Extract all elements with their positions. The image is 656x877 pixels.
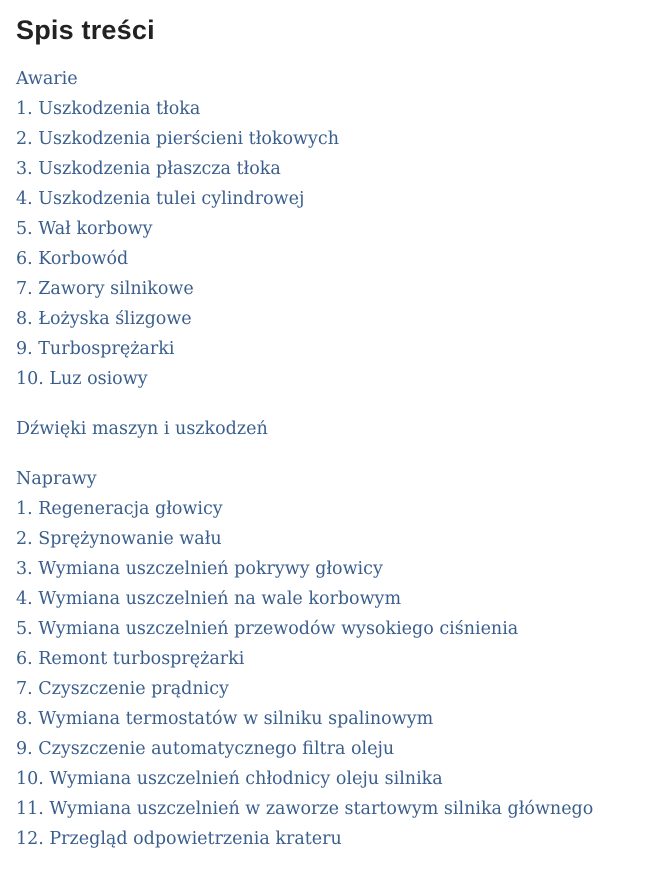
toc-link-zawory-silnikowe[interactable]: 7. Zawory silnikowe bbox=[16, 279, 194, 299]
toc-link-uszczelnienia-zaworu[interactable]: 11. Wymiana uszczelnień w zaworze startowym silnika głównego bbox=[16, 799, 594, 819]
toc-section-awarie bbox=[16, 64, 646, 394]
toc-link-przeglad-odpowietrzenia[interactable]: 12. Przegląd odpowietrzenia krateru bbox=[16, 829, 342, 849]
toc-link-lozyska-slizgowe[interactable]: 8. Łożyska ślizgowe bbox=[16, 309, 192, 329]
toc-section-dzwieki bbox=[16, 414, 646, 444]
toc-link-turbosprezarki[interactable]: 9. Turbosprężarki bbox=[16, 339, 175, 359]
toc-title: Spis treści bbox=[16, 15, 155, 45]
toc-link-uszkodzenia-tloka[interactable]: 1. Uszkodzenia tłoka bbox=[16, 99, 201, 119]
toc-link-uszczelnienia-pokrywy[interactable]: 3. Wymiana uszczelnień pokrywy głowicy bbox=[16, 559, 383, 579]
toc-link-uszczelnienia-przewodow[interactable]: 5. Wymiana uszczelnień przewodów wysokiego ciśnienia bbox=[16, 619, 519, 639]
toc-link-awarie[interactable]: Awarie bbox=[16, 69, 78, 89]
toc-link-naprawy[interactable]: Naprawy bbox=[16, 469, 97, 489]
toc-link-korbowod[interactable]: 6. Korbowód bbox=[16, 249, 129, 269]
toc-link-wymiana-termostatow[interactable]: 8. Wymiana termostatów w silniku spalinowym bbox=[16, 709, 434, 729]
toc-link-luz-osiowy[interactable]: 10. Luz osiowy bbox=[16, 369, 148, 389]
toc-link-uszkodzenia-plaszcza[interactable]: 3. Uszkodzenia płaszcza tłoka bbox=[16, 159, 281, 179]
toc-link-wal-korbowy[interactable]: 5. Wał korbowy bbox=[16, 219, 153, 239]
toc-link-remont-turbosprezarki[interactable]: 6. Remont turbosprężarki bbox=[16, 649, 245, 669]
toc-link-uszczelnienia-chlodnicy[interactable]: 10. Wymiana uszczelnień chłodnicy oleju silnika bbox=[16, 769, 443, 789]
toc-link-uszkodzenia-tulei[interactable]: 4. Uszkodzenia tulei cylindrowej bbox=[16, 189, 305, 209]
toc-link-czyszczenie-pradnicy[interactable]: 7. Czyszczenie prądnicy bbox=[16, 679, 229, 699]
toc-link-regeneracja-glowicy[interactable]: 1. Regeneracja głowicy bbox=[16, 499, 223, 519]
toc-link-sprezynowanie-walu[interactable]: 2. Sprężynowanie wału bbox=[16, 529, 222, 549]
toc-link-uszczelnienia-wale[interactable]: 4. Wymiana uszczelnień na wale korbowym bbox=[16, 589, 402, 609]
section-spacer bbox=[16, 444, 646, 464]
section-spacer bbox=[16, 394, 646, 414]
toc-link-uszkodzenia-pierscieni[interactable]: 2. Uszkodzenia pierścieni tłokowych bbox=[16, 129, 339, 149]
toc-link-czyszczenie-filtra[interactable]: 9. Czyszczenie automatycznego filtra oleju bbox=[16, 739, 395, 759]
toc-section-naprawy bbox=[16, 464, 646, 854]
table-of-contents bbox=[16, 0, 646, 854]
toc-link-dzwieki-maszyn[interactable]: Dźwięki maszyn i uszkodzeń bbox=[16, 419, 268, 439]
